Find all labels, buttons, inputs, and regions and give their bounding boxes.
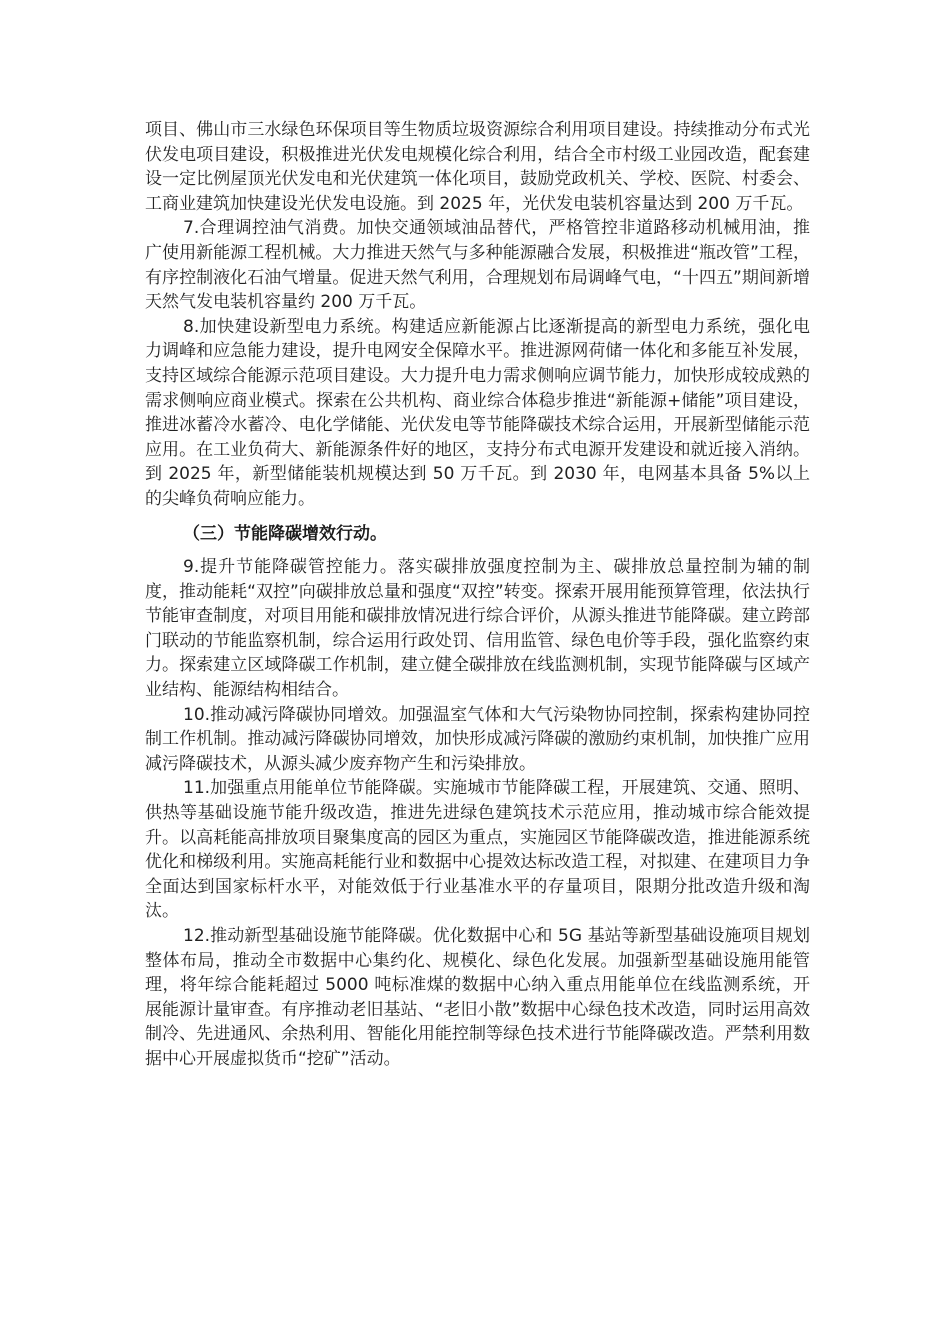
paragraph-item-8: 8.加快建设新型电力系统。构建适应新能源占比逐渐提高的新型电力系统，强化电力调峰和应急能力建设，提升电网安全保障水平。推进源网荷储一体化和多能互补发展，支持区域综合能源示范项目建设。大力提升电力需求侧响应调节能力，加快形成较成熟的需求侧响应商业模式。探索在公共机构、商业综合体稳步推进“新能源+储能”项目建设，推进冰蓄冷水蓄冷、电化学储能、光伏发电等节能降碳技术综合运用，开展新型储能示范应用。在工业负荷大、新能源条件好的地区，支持分布式电源开发建设和就近接入消纳。到 2025 年，新型储能装机规模达到 50 万千瓦。到 2030 年，电网基本具备 5%以上的尖峰负荷响应能力。: [145, 316, 810, 509]
paragraph-item-10: 10.推动减污降碳协同增效。加强温室气体和大气污染物协同控制，探索构建协同控制工作机制。推动减污降碳协同增效，加快形成减污降碳的激励约束机制，加快推广应用减污降碳技术，从源头减少废弃物产生和污染排放。: [145, 704, 810, 774]
paragraph-item-12: 12.推动新型基础设施节能降碳。优化数据中心和 5G 基站等新型基础设施项目规划整体布局，推动全市数据中心集约化、规模化、绿色化发展。加强新型基础设施用能管理，将年综合能耗超过 5000 吨标准煤的数据中心纳入重点用能单位在线监测系统，开展能源计量审查。有序推动老旧基站、“老旧小散”数据中心绿色技术改造，同时运用高效制冷、先进通风、余热利用、智能化用能控制等绿色技术进行节能降碳改造。严禁利用数据中心开展虚拟货币“挖矿”活动。: [145, 926, 810, 1069]
paragraph-continued: 项目、佛山市三水绿色环保项目等生物质垃圾资源综合利用项目建设。持续推动分布式光伏发电项目建设，积极推进光伏发电规模化综合利用，结合全市村级工业园改造，配套建设一定比例屋顶光伏发电和光伏建筑一体化项目，鼓励党政机关、学校、医院、村委会、工商业建筑加快建设光伏发电设施。到 2025 年，光伏发电装机容量达到 200 万千瓦。: [145, 120, 810, 214]
document-body: [145, 118, 810, 1072]
paragraph-item-9: 9.提升节能降碳管控能力。落实碳排放强度控制为主、碳排放总量控制为辅的制度，推动能耗“双控”向碳排放总量和强度“双控”转变。探索开展用能预算管理，依法执行节能审查制度，对项目用能和碳排放情况进行综合评价，从源头推进节能降碳。建立跨部门联动的节能监察机制，综合运用行政处罚、信用监管、绿色电价等手段，强化监察约束力。探索建立区域降碳工作机制，建立健全碳排放在线监测机制，实现节能降碳与区域产业结构、能源结构相结合。: [145, 557, 810, 701]
section-heading: （三）节能降碳增效行动。: [183, 523, 387, 544]
paragraph-item-7: 7.合理调控油气消费。加快交通领域油品替代，严格管控非道路移动机械用油，推广使用新能源工程机械。大力推进天然气与多种能源融合发展，积极推进“瓶改管”工程，有序控制液化石油气增量。促进天然气利用，合理规划布局调峰气电，“十四五”期间新增天然气发电装机容量约 200 万千瓦。: [145, 218, 810, 313]
paragraph-item-11: 11.加强重点用能单位节能降碳。实施城市节能降碳工程，开展建筑、交通、照明、供热等基础设施节能升级改造，推进先进绿色建筑技术示范应用，推动城市综合能效提升。以高耗能高排放项目聚集度高的园区为重点，实施园区节能降碳改造，推进能源系统优化和梯级利用。实施高耗能行业和数据中心提效达标改造工程，对拟建、在建项目力争全面达到国家标杆水平，对能效低于行业基准水平的存量项目，限期分批改造升级和淘汰。: [145, 778, 810, 922]
